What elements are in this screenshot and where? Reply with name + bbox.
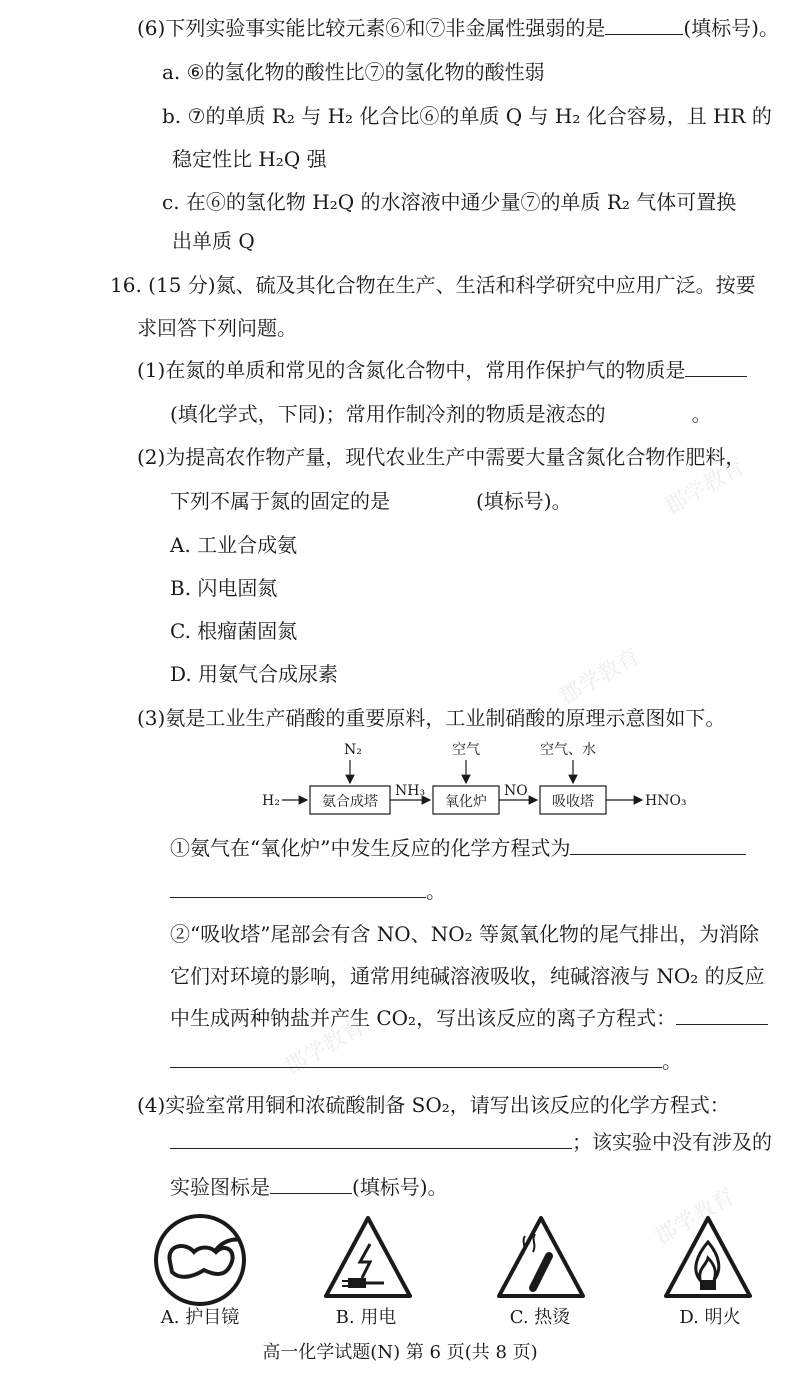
answer-blank[interactable] — [170, 1130, 572, 1149]
n2-label: N₂ — [344, 742, 362, 758]
q16-3-line1: (3)氨是工业生产硝酸的重要原料，工业制硝酸的原理示意图如下。 — [137, 706, 726, 730]
icon-caption-a: A. 护目镜 — [160, 1307, 240, 1328]
q16-2-option-c: C. 根瘤菌固氮 — [170, 619, 298, 643]
answer-blank[interactable] — [570, 836, 746, 855]
q15-6-option-c-cont: 出单质 Q — [172, 229, 255, 253]
icon-caption-c: C. 热烫 — [509, 1307, 571, 1328]
q15-6-option-b-cont: 稳定性比 H₂Q 强 — [172, 147, 327, 171]
answer-blank[interactable] — [170, 879, 426, 898]
electricity-icon — [320, 1212, 416, 1302]
q16-3-sub1: ①氨气在“氧化炉”中发生反应的化学方程式为 — [170, 834, 746, 862]
hno3-label: HNO₃ — [645, 793, 687, 809]
absorption-tower-label: 吸收塔 — [552, 794, 594, 810]
q16-intro: 16. (15 分)氮、硫及其化合物在生产、生活和科学研究中应用广泛。按要 — [110, 273, 756, 297]
q16-2-option-d: D. 用氨气合成尿素 — [170, 662, 339, 686]
watermark: 郡学教育 — [555, 644, 645, 711]
nh3-label: NH₃ — [395, 783, 426, 799]
q16-3-sub1-cont: 。 — [170, 877, 446, 905]
answer-blank[interactable] — [685, 358, 747, 377]
icon-caption-d: D. 明火 — [679, 1307, 741, 1328]
icon-caption-b: B. 用电 — [335, 1307, 397, 1328]
ammonia-synthesis-tower-label: 氨合成塔 — [322, 794, 378, 810]
q16-4-line2: ；该实验中没有涉及的 — [170, 1128, 772, 1156]
q16-1-line2: (填化学式，下同)；常用作制冷剂的物质是液态的 。 — [170, 402, 712, 426]
watermark: 郡学教育 — [650, 1184, 740, 1251]
q16-intro-cont: 求回答下列问题。 — [137, 316, 297, 340]
air-water-label: 空气、水 — [540, 742, 596, 758]
q16-1-line1: (1)在氮的单质和常见的含氮化合物中，常用作保护气的物质是 — [137, 356, 747, 384]
watermark: 郡学教育 — [660, 454, 750, 521]
goggles-icon — [152, 1212, 248, 1308]
answer-blank[interactable] — [170, 1049, 662, 1068]
hot-surface-icon — [493, 1212, 589, 1302]
q15-6-option-a: a. ⑥的氢化物的酸性比⑦的氢化物的酸性弱 — [162, 60, 545, 84]
q16-2-option-a: A. 工业合成氨 — [170, 533, 298, 557]
no-label: NO — [504, 783, 528, 799]
q16-2-line1: (2)为提高农作物产量，现代农业生产中需要大量含氮化合物作肥料， — [137, 445, 746, 469]
q16-4-line1: (4)实验室常用铜和浓硫酸制备 SO₂，请写出该反应的化学方程式： — [137, 1093, 730, 1117]
oxidation-furnace-label: 氧化炉 — [445, 794, 487, 810]
nitric-acid-process-diagram — [258, 740, 718, 820]
answer-blank[interactable] — [270, 1175, 352, 1194]
h2-label: H₂ — [262, 793, 280, 809]
q15-6-option-b: b. ⑦的单质 R₂ 与 H₂ 化合比⑥的单质 Q 与 H₂ 化合容易，且 HR 的 — [162, 104, 772, 128]
q15-6-option-c: c. 在⑥的氢化物 H₂Q 的水溶液中通少量⑦的单质 R₂ 气体可置换 — [162, 190, 737, 214]
watermark: 郡学教育 — [280, 1014, 370, 1081]
q16-3-sub2-cont: 。 — [170, 1047, 682, 1075]
page-footer: 高一化学试题(N) 第 6 页(共 8 页) — [262, 1342, 538, 1363]
q16-2-line2: 下列不属于氮的固定的是 (填标号)。 — [170, 489, 572, 513]
q15-6-stem: (6)下列实验事实能比较元素⑥和⑦非金属性强弱的是 (填标号)。 — [137, 16, 779, 40]
q16-3-sub2-line1: ②“吸收塔”尾部会有含 NO、NO₂ 等氮氧化物的尾气排出，为消除 — [170, 922, 759, 946]
q16-3-sub2-line2: 它们对环境的影响，通常用纯碱溶液吸收，纯碱溶液与 NO₂ 的反应 — [170, 964, 765, 988]
q16-4-line3: 实验图标是 (填标号)。 — [170, 1175, 448, 1199]
answer-blank[interactable] — [676, 1006, 768, 1025]
q16-3-sub2-line3: 中生成两种钠盐并产生 CO₂，写出该反应的离子方程式： — [170, 1004, 768, 1032]
air-label: 空气 — [452, 742, 480, 758]
answer-blank[interactable] — [605, 16, 683, 35]
open-flame-icon — [660, 1212, 756, 1302]
q16-2-option-b: B. 闪电固氮 — [170, 576, 278, 600]
